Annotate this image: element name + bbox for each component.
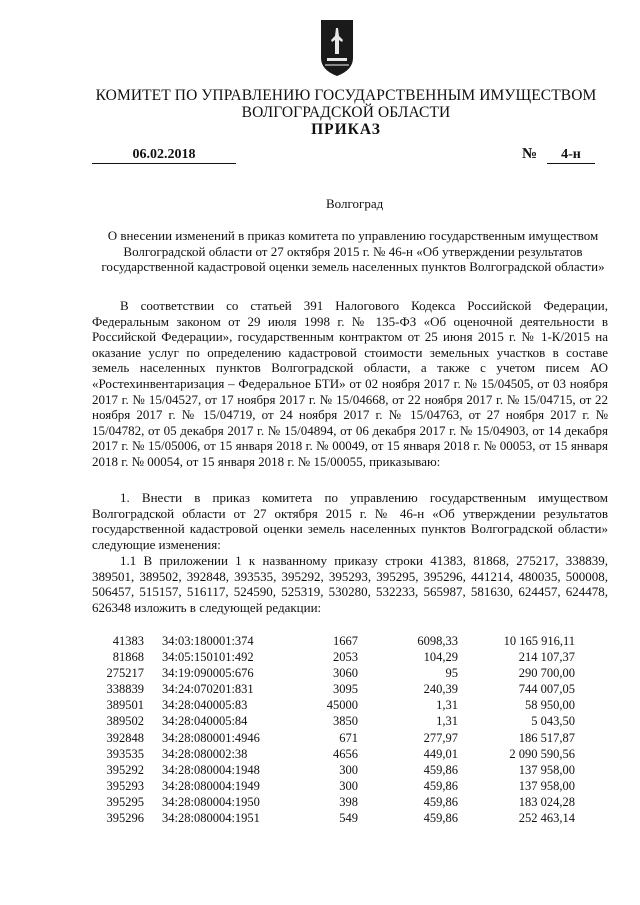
cadastral-value-cell: 252 463,14 (518, 811, 575, 826)
area-cell: 3850 (333, 714, 358, 729)
specific-value-cell: 104,29 (423, 650, 458, 665)
area-cell: 45000 (326, 698, 358, 713)
cadastral-number-cell: 34:28:080004:1949 (162, 778, 260, 793)
area-cell: 549 (339, 811, 358, 826)
specific-value-cell: 1,31 (436, 714, 458, 729)
cadastral-number-cell: 34:28:080004:1948 (162, 762, 260, 777)
cadastral-value-cell: 10 165 916,11 (503, 634, 575, 648)
cadastral-value-cell: 744 007,05 (518, 682, 575, 697)
area-cell: 3095 (333, 682, 358, 697)
area-cell: 300 (339, 778, 358, 793)
cadastral-value-cell: 186 517,87 (518, 730, 575, 745)
document-number-label: № (522, 146, 538, 162)
cadastral-value-cell: 214 107,37 (518, 650, 575, 665)
table-row (92, 730, 575, 746)
area-cell: 2053 (333, 650, 358, 665)
area-cell: 300 (339, 762, 358, 777)
table-row (92, 681, 575, 697)
clause-1-paragraph: 1. Внести в приказ комитета по управлению государственным имуществом Волгоградской области от 27 октября 2015 г. № 46-н «Об утверждении результатов государственной кадастровой оценки земель населенных пунктов Волгоградской области» следующие изменения: (92, 490, 608, 552)
specific-value-cell: 459,86 (423, 794, 458, 809)
specific-value-cell: 459,86 (423, 762, 458, 777)
cadastral-value-cell: 137 958,00 (518, 762, 575, 777)
table-row (92, 713, 575, 729)
specific-value-cell: 277,97 (423, 730, 458, 745)
cadastral-number-cell: 34:24:070201:831 (162, 682, 254, 697)
table-row (92, 810, 575, 826)
specific-value-cell: 95 (445, 666, 458, 681)
cadastral-value-cell: 137 958,00 (518, 778, 575, 793)
row-id-cell: 389501 (106, 698, 144, 713)
volgograd-coat-of-arms-icon (317, 18, 357, 78)
cadastral-number-cell: 34:28:080001:4946 (162, 730, 260, 745)
preamble-paragraph: В соответствии со статьей 391 Налогового Кодекса Российской Федерации, Федеральным законом от 29 июля 1998 г. № 135-ФЗ «Об оценочной деятельности в Российской Федерации», государственным контрактом от 25 июня 2015 г. № 1-К/2015 на оказание услуг по определению кадастровой стоимости земельных участков в составе земель населенных пунктов Волгоградской области, а также с учетом писем АО «Ростехинвентаризация – Федеральное БТИ» от 02 ноября 2017 г. № 15/04505, от 03 ноября 2017 г. № 15/04527, от 17 ноября 2017 г. № 15/04668, от 22 ноября 2017 г. № 15/04715, от 22 ноября 2017 г. № 15/04719, от 24 ноября 2017 г. № 15/04763, от 27 ноября 2017 г. № 15/04782, от 05 декабря 2017 г. № 15/04894, от 06 декабря 2017 г. № 15/04903, от 14 декабря 2017 г. № 15/05006, от 15 января 2018 г. № 00049, от 15 января 2018 г. № 00053, от 15 января 2018 г. № 00054, от 15 января 2018 г. № 15/00055, приказываю: (92, 298, 608, 469)
specific-value-cell: 459,86 (423, 778, 458, 793)
cadastral-number-cell: 34:28:080004:1950 (162, 794, 260, 809)
area-cell: 1667 (333, 634, 358, 648)
specific-value-cell: 459,86 (423, 811, 458, 826)
city-name: Волгоград (326, 196, 384, 211)
row-id-cell: 81868 (112, 650, 144, 665)
organization-name-line2: ВОЛГОГРАДСКОЙ ОБЛАСТИ (241, 104, 451, 121)
cadastral-number-cell: 34:28:040005:84 (162, 714, 248, 729)
cadastral-number-cell: 34:03:180001:374 (162, 634, 254, 648)
table-row (92, 746, 575, 762)
row-id-cell: 275217 (106, 666, 144, 681)
row-id-cell: 395293 (106, 778, 144, 793)
row-id-cell: 395296 (106, 811, 144, 826)
cadastral-value-cell: 2 090 590,56 (509, 746, 575, 761)
table-row (92, 649, 575, 665)
table-row (92, 697, 575, 713)
area-cell: 3060 (333, 666, 358, 681)
organization-name-line1: КОМИТЕТ ПО УПРАВЛЕНИЮ ГОСУДАРСТВЕННЫМ ИМУЩЕСТВОМ (95, 87, 597, 104)
table-row (92, 762, 575, 778)
document-date: 06.02.2018 (92, 146, 236, 164)
cadastral-value-cell: 5 043,50 (531, 714, 575, 729)
area-cell: 398 (339, 794, 358, 809)
table-row (92, 794, 575, 810)
row-id-cell: 395292 (106, 762, 144, 777)
row-id-cell: 41383 (112, 634, 144, 648)
specific-value-cell: 6098,33 (417, 634, 458, 648)
row-id-cell: 389502 (106, 714, 144, 729)
cadastral-number-cell: 34:28:080004:1951 (162, 811, 260, 826)
area-cell: 4656 (333, 746, 358, 761)
table-row (92, 633, 575, 649)
row-id-cell: 393535 (106, 746, 144, 761)
cadastral-number-cell: 34:05:150101:492 (162, 650, 254, 665)
document-number: 4-н (547, 146, 595, 164)
cadastral-value-cell: 183 024,28 (518, 794, 575, 809)
specific-value-cell: 240,39 (423, 682, 458, 697)
table-body (92, 633, 575, 826)
specific-value-cell: 1,31 (436, 698, 458, 713)
document-subject: О внесении изменений в приказ комитета по управлению государственным имуществом Волгоградской области от 27 октября 2015 г. № 46-н «Об утверждении результатов государственной кадастровой оценки земель населенных пунктов Волгоградской области» (101, 228, 605, 274)
cadastral-number-cell: 34:19:090005:676 (162, 666, 254, 681)
area-cell: 671 (339, 730, 358, 745)
table-row (92, 665, 575, 681)
cadastral-value-cell: 58 950,00 (525, 698, 575, 713)
cadastral-number-cell: 34:28:080002:38 (162, 746, 248, 761)
row-id-cell: 395295 (106, 794, 144, 809)
cadastral-value-cell: 290 700,00 (518, 666, 575, 681)
table-row (92, 778, 575, 794)
document-type-title: ПРИКАЗ (311, 121, 381, 138)
clause-1-1-paragraph: 1.1 В приложении 1 к названному приказу строки 41383, 81868, 275217, 338839, 389501, 389502, 392848, 393535, 395292, 395293, 395295, 395296, 441214, 480035, 500008, 506457, 515157, 516117, 524590, 525319, 530280, 532233, 565987, 581630, 624457, 624478, 626348 изложить в следующей редакции: (92, 553, 608, 615)
row-id-cell: 392848 (106, 730, 144, 745)
cadastral-number-cell: 34:28:040005:83 (162, 698, 248, 713)
specific-value-cell: 449,01 (423, 746, 458, 761)
cadastral-value-table (92, 633, 575, 826)
row-id-cell: 338839 (106, 682, 144, 697)
